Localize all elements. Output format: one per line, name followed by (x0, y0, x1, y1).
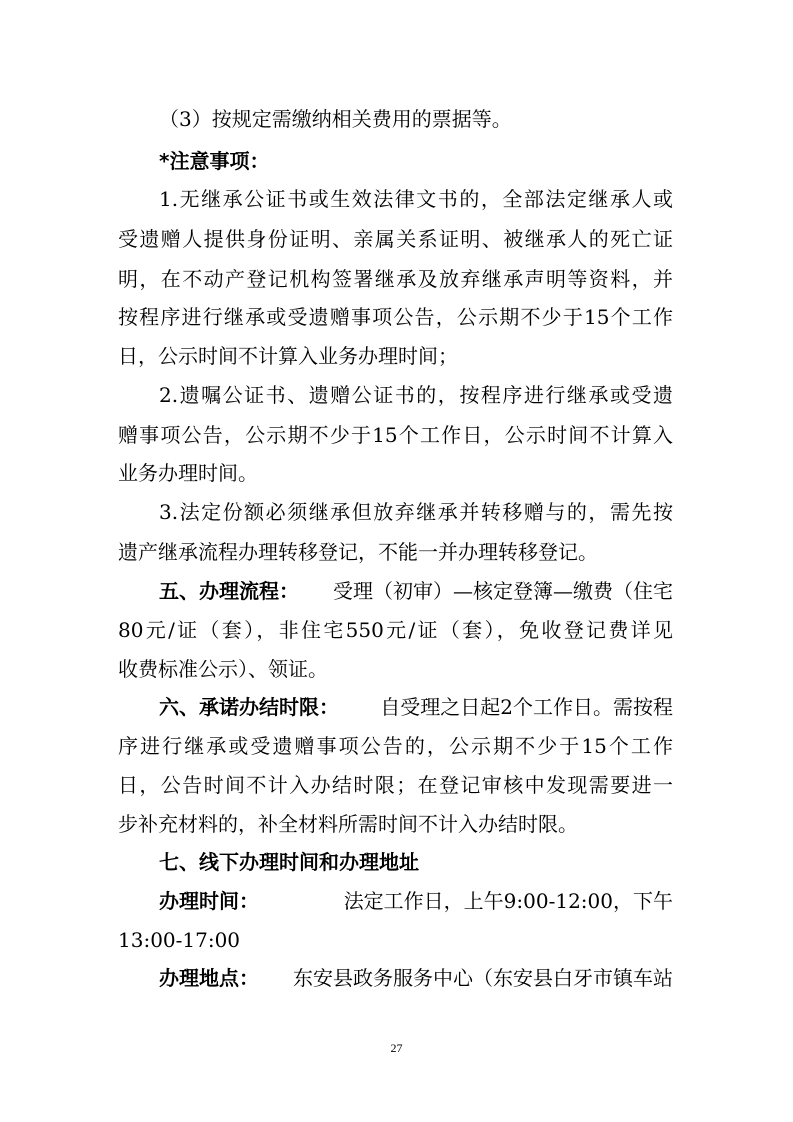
process-line-2: 80元/证（套），非住宅550元/证（套），免收登记费详见 (118, 618, 673, 642)
note-1-line-4: 按程序进行继承或受遗赠事项公告，公示期不少于15个工作 (118, 305, 673, 329)
note-2-line-3: 业务办理时间。 (118, 461, 258, 485)
note-1-line-3: 明，在不动产登记机构签署继承及放弃继承声明等资料，并 (118, 267, 673, 291)
process-line-3: 收费标准公示）、领证。 (118, 657, 328, 681)
deadline-label: 六、承诺办结时限： (159, 695, 339, 719)
note-2-line-1: 2.遗嘱公证书、遗赠公证书的，按程序进行继承或受遗 (159, 383, 673, 407)
deadline-line-4: 步补充材料的，补全材料所需时间不计入办结时限。 (118, 812, 578, 836)
office-hours-text: 法定工作日，上午9:00-12:00，下午 (343, 889, 673, 913)
office-address-text: 东安县政务服务中心（东安县白牙市镇车站 (293, 966, 673, 990)
offline-heading: 七、线下办理时间和办理地址 (159, 850, 419, 874)
office-hours-line-1 (159, 888, 673, 914)
process-text: 受理（初审）—核定登簿—缴费（住宅 (333, 579, 673, 603)
office-hours-label: 办理时间： (159, 889, 259, 913)
note-1-line-2: 受遗赠人提供身份证明、亲属关系证明、被继承人的死亡证 (118, 227, 673, 251)
note-1-line-5: 日，公示时间不计算入业务办理时间； (118, 344, 458, 368)
deadline-line-1 (159, 694, 673, 720)
note-3-line-2: 遗产继承流程办理转移登记，不能一并办理转移登记。 (118, 540, 598, 564)
item-3-text: （3）按规定需缴纳相关费用的票据等。 (159, 107, 512, 131)
deadline-text: 自受理之日起2个工作日。需按程 (380, 695, 673, 719)
note-3-line-1: 3.法定份额必须继承但放弃继承并转移赠与的，需先按 (159, 500, 673, 524)
office-address-line (159, 965, 673, 991)
office-address-label: 办理地点： (159, 966, 259, 990)
note-1-line-1: 1.无继承公证书或生效法律文书的，全部法定继承人或 (159, 187, 673, 211)
process-label: 五、办理流程： (159, 579, 299, 603)
process-line-1 (159, 578, 673, 604)
note-2-line-2: 赠事项公告，公示期不少于15个工作日，公示时间不计算入 (118, 423, 673, 447)
notes-heading: *注意事项： (159, 149, 270, 173)
page-number: 27 (390, 1041, 403, 1055)
deadline-line-2: 序进行继承或受遗赠事项公告的，公示期不少于15个工作 (118, 734, 673, 758)
office-hours-line-2: 13:00-17:00 (118, 928, 241, 952)
deadline-line-3: 日，公告时间不计入办结时限；在登记审核中发现需要进一 (118, 773, 673, 797)
